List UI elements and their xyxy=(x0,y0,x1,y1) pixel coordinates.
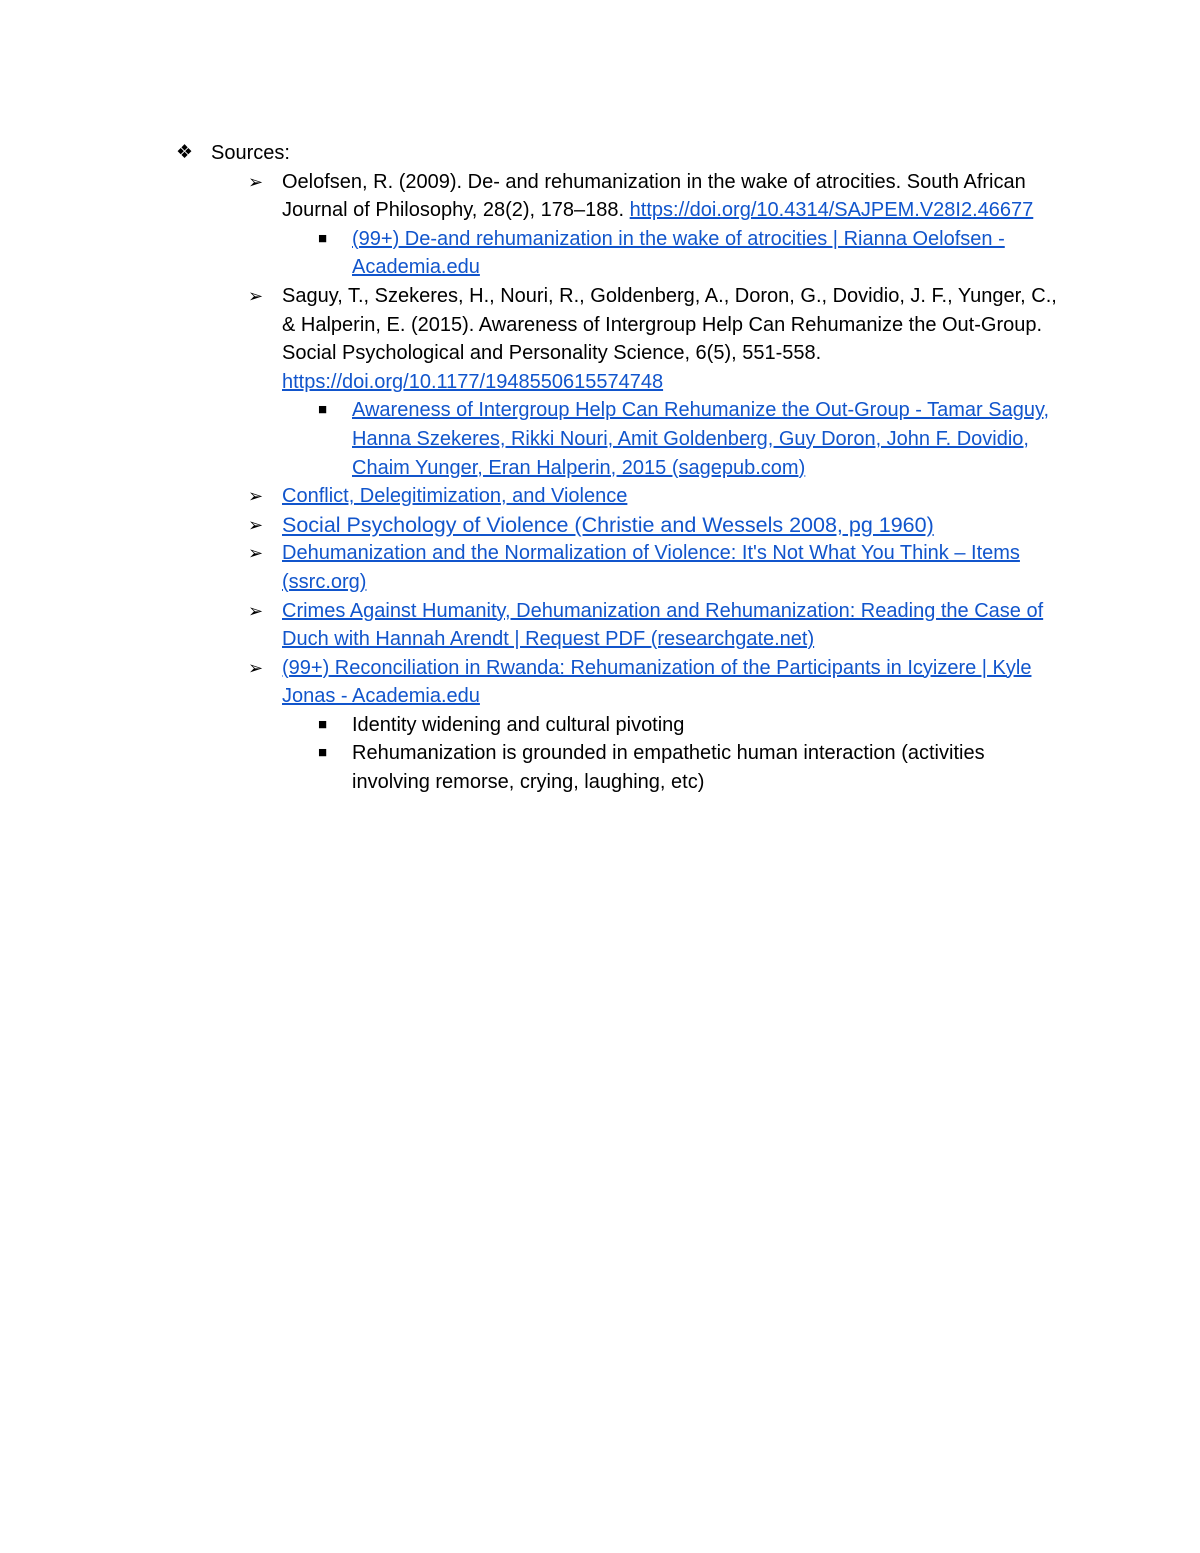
list-item-source-2-sub xyxy=(0,396,1062,482)
note-identity-widening: Identity widening and cultural pivoting xyxy=(352,713,685,736)
source-1-doi-link[interactable]: https://doi.org/10.4314/SAJPEM.V28I2.46677 xyxy=(629,199,1034,222)
source-1-academia-link[interactable]: (99+) De-and rehumanization in the wake of atrocities | Rianna Oelofsen - Academia.edu xyxy=(352,227,1005,279)
arrow-bullet-icon: ➢ xyxy=(248,600,264,621)
note-rehumanization-grounded: Rehumanization is grounded in empathetic human interaction (activities involving remorse, crying, laughing, etc) xyxy=(352,742,985,794)
list-item-sources-heading xyxy=(0,139,1061,168)
sources-list xyxy=(0,139,1062,797)
list-item-source-2 xyxy=(0,282,1062,396)
list-item-source-7 xyxy=(0,654,1062,711)
diamond-bullet-icon: ❖ xyxy=(176,142,194,163)
list-item-note-1 xyxy=(0,711,1062,740)
arrow-bullet-icon: ➢ xyxy=(248,657,264,678)
list-item-note-2 xyxy=(0,739,1062,796)
crimes-against-humanity-link[interactable]: Crimes Against Humanity, Dehumanization and Rehumanization: Reading the Case of Duch with Hannah Arendt | Request PDF (researchgate.net) xyxy=(282,599,1044,651)
arrow-bullet-icon: ➢ xyxy=(248,486,264,507)
arrow-bullet-icon: ➢ xyxy=(248,285,264,306)
source-2-sagepub-link[interactable]: Awareness of Intergroup Help Can Rehumanize the Out-Group - Tamar Saguy, Hanna Szekeres, Rikki Nouri, Amit Goldenberg, Guy Doron, John F. Dovidio, Chaim Yunger, Eran Halperin, 2015 (sagepub.com) xyxy=(352,399,1050,479)
list-item-source-4 xyxy=(0,511,1062,540)
source-2-citation: Saguy, T., Szekeres, H., Nouri, R., Goldenberg, A., Doron, G., Dovidio, J. F., Yunger, C., & Halperin, E. (2015). Awareness of Intergroup Help Can Rehumanize the Out-Group. Social Psychological and Personality Science, 6(5), 551-558. xyxy=(282,284,1057,365)
square-bullet-icon: ■ xyxy=(318,744,328,762)
sources-heading: Sources: xyxy=(211,142,290,164)
arrow-bullet-icon: ➢ xyxy=(248,543,264,564)
dehumanization-normalization-link[interactable]: Dehumanization and the Normalization of Violence: It's Not What You Think – Items (ssrc.org) xyxy=(282,542,1020,593)
list-item-source-6 xyxy=(0,597,1062,654)
source-2-doi-link[interactable]: https://doi.org/10.1177/1948550615574748 xyxy=(282,370,664,393)
square-bullet-icon: ■ xyxy=(318,715,328,733)
square-bullet-icon: ■ xyxy=(318,401,328,419)
arrow-bullet-icon: ➢ xyxy=(248,514,264,535)
social-psychology-violence-link[interactable]: Social Psychology of Violence (Christie and Wessels 2008, pg 1960) xyxy=(282,512,934,537)
source-1-citation: Oelofsen, R. (2009). De- and rehumanization in the wake of atrocities. South African Journal of Philosophy, 28(2), 178–188. xyxy=(282,170,1026,222)
reconciliation-rwanda-link[interactable]: (99+) Reconciliation in Rwanda: Rehumanization of the Participants in Icyizere | Kyle Jonas - Academia.edu xyxy=(282,656,1032,708)
arrow-bullet-icon: ➢ xyxy=(248,171,264,192)
conflict-delegitimization-link[interactable]: Conflict, Delegitimization, and Violence xyxy=(282,485,628,508)
list-item-source-1 xyxy=(0,168,1062,225)
list-item-source-5 xyxy=(0,539,1062,596)
square-bullet-icon: ■ xyxy=(318,229,328,247)
list-item-source-1-sub xyxy=(0,225,1062,282)
list-item-source-3 xyxy=(0,482,1062,511)
